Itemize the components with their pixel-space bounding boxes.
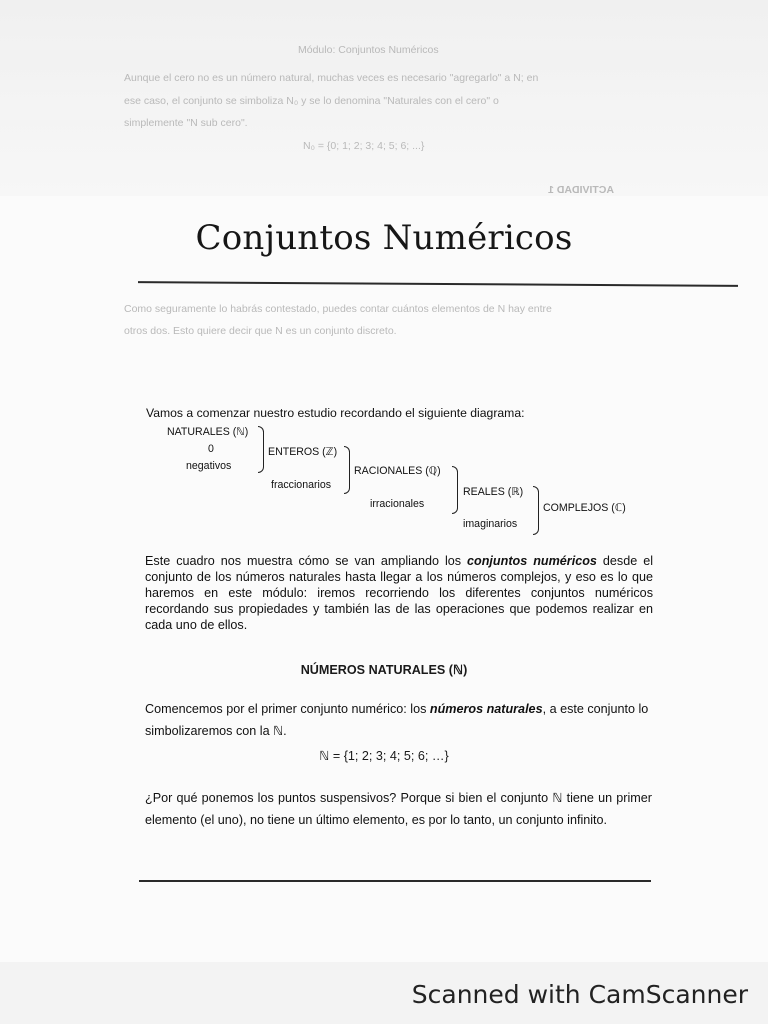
title-underline: [138, 281, 738, 286]
label-reales: REALES (ℝ): [463, 486, 524, 498]
section-heading: NÚMEROS NATURALES (ℕ): [300, 663, 468, 677]
label-racionales: RACIONALES (ℚ): [354, 465, 441, 477]
bleed-header: Módulo: Conjuntos Numéricos: [298, 44, 439, 56]
bleed-line: ese caso, el conjunto se simboliza N₀ y se lo denomina "Naturales con el cero" o: [124, 95, 499, 107]
brace-enteros: [258, 426, 264, 473]
label-irracionales: irracionales: [370, 498, 425, 510]
label-cero: 0: [208, 443, 214, 455]
intro-text: Vamos a comenzar nuestro estudio recordando el siguiente diagrama:: [146, 406, 525, 420]
bleed-line: simplemente "N sub cero".: [124, 117, 248, 129]
page-title: Conjuntos Numéricos: [195, 218, 573, 258]
naturales-formula: ℕ = {1; 2; 3; 4; 5; 6; …}: [319, 749, 449, 763]
brace-racionales: [344, 446, 350, 494]
camscanner-watermark: Scanned with CamScanner: [411, 980, 748, 1009]
paragraph-naturales: Comencemos por el primer conjunto numérico: los números naturales, a este conjunto lo simbolizaremos con la ℕ.: [145, 702, 649, 738]
label-enteros: ENTEROS (ℤ): [268, 446, 338, 458]
label-negativos: negativos: [186, 460, 232, 472]
label-naturales: NATURALES (ℕ): [167, 426, 249, 438]
bottom-rule: [139, 880, 651, 882]
brace-reales: [452, 466, 458, 514]
paragraph-intro-sets: Este cuadro nos muestra cómo se van ampliando los conjuntos numéricos desde el conjunto de los números naturales hasta llegar a los números complejos, y eso es lo que haremos en este módulo: iremos recorriendo los diferentes conjuntos numéricos recordando sus propiedades y también las de las operaciones que podemos realizar en cada uno de ellos.: [145, 554, 654, 632]
label-imaginarios: imaginarios: [463, 518, 518, 530]
bleed-line: Aunque el cero no es un número natural, muchas veces es necesario "agregarlo" a N; en: [124, 72, 539, 84]
paragraph-infinite: ¿Por qué ponemos los puntos suspensivos? Porque si bien el conjunto ℕ tiene un primer elemento (el uno), no tiene un último elemento, es por lo tanto, un conjunto infinito.: [145, 791, 652, 827]
bleed-line: ACTIVIDAD 1: [548, 184, 614, 196]
bleed-line: Como seguramente lo habrás contestado, puedes contar cuántos elementos de N hay entre: [124, 303, 552, 315]
bleed-line: otros dos. Esto quiere decir que N es un conjunto discreto.: [124, 325, 397, 337]
brace-complejos: [533, 486, 539, 535]
label-fraccionarios: fraccionarios: [271, 479, 332, 491]
label-complejos: COMPLEJOS (ℂ): [543, 502, 626, 514]
bleed-line: N₀ = {0; 1; 2; 3; 4; 5; 6; ...}: [303, 140, 425, 152]
